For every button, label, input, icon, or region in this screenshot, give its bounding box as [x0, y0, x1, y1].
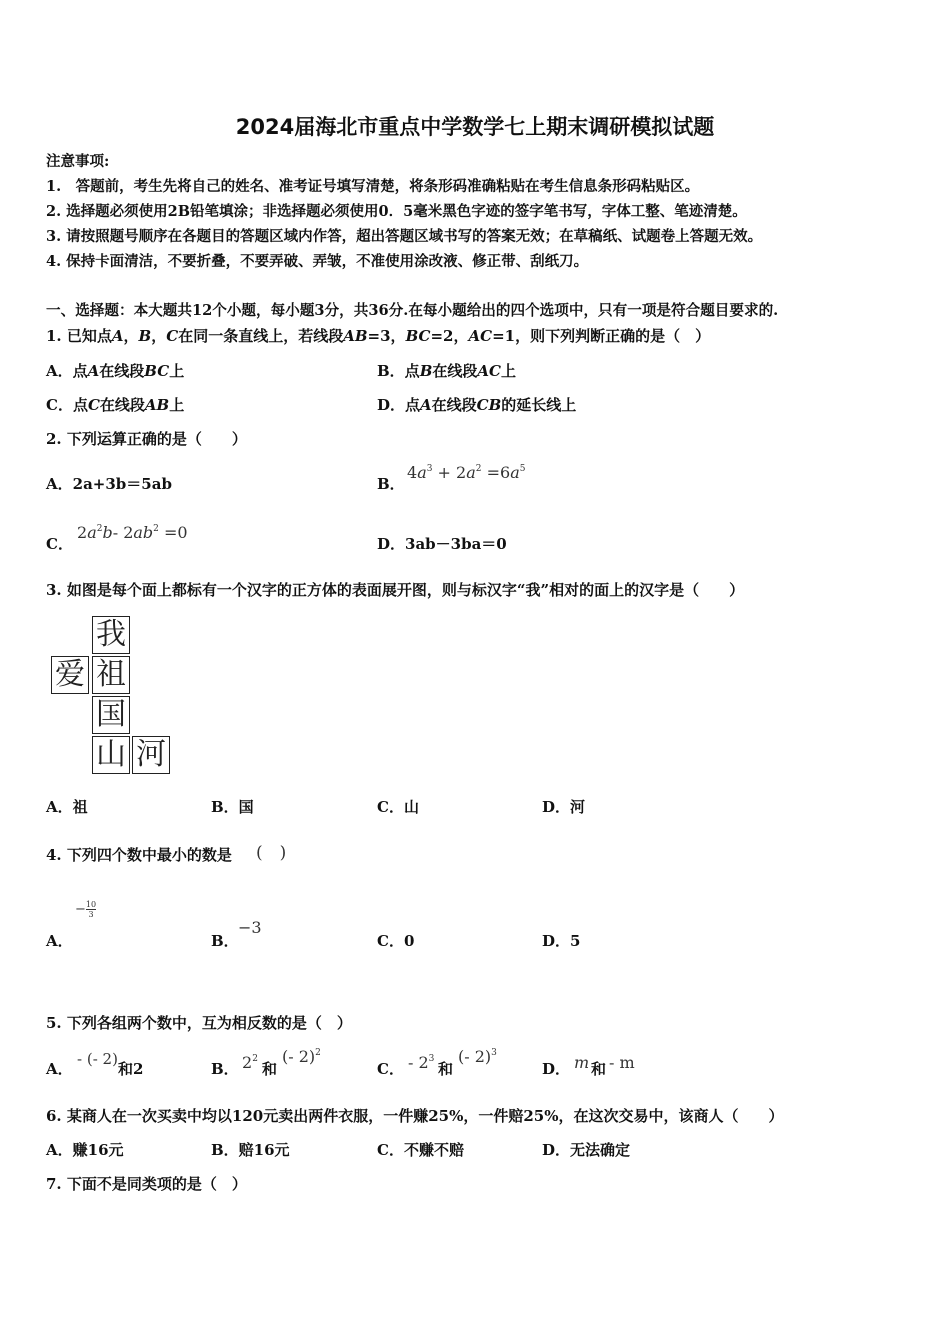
question-4-option-b-expression: −3: [238, 918, 262, 937]
question-2-option-b-expression: $4a^3 + 2a^2 =6a^5$: [407, 463, 526, 482]
question-1-option-b[interactable]: B．点B在线段AC上: [377, 362, 516, 380]
question-5-option-c-label[interactable]: C．: [377, 1060, 404, 1078]
notice-item-1: 1. 答题前，考生先将自己的姓名、准考证号填写清楚，将条形码准确粘贴在考生信息条形码粘贴区。: [46, 178, 700, 195]
question-5-option-d-first: m: [574, 1053, 590, 1072]
question-1-stem: 1. 已知点A，B，C在同一条直线上，若线段AB=3，BC=2，AC=1，则下列判断正确的是（ ）: [46, 327, 711, 345]
question-1-option-d[interactable]: D．点A在线段CB的延长线上: [377, 396, 577, 414]
question-6-option-b[interactable]: B．赔16元: [211, 1141, 290, 1159]
question-5-option-b-second: (- 2)$^2$: [282, 1047, 321, 1066]
net-face-wo: 我: [92, 616, 130, 654]
question-2-option-c-expression: $2a^2b-$ $2ab^2 =0$: [77, 523, 188, 542]
question-4-answer-paren: ( ): [256, 843, 287, 863]
question-4-option-b-label[interactable]: B．: [211, 932, 239, 950]
question-5-option-b-and: 和: [262, 1060, 278, 1078]
question-5-option-a-label[interactable]: A．: [46, 1060, 73, 1078]
question-6-option-a[interactable]: A．赚16元: [46, 1141, 124, 1159]
notice-heading: 注意事项:: [46, 153, 110, 170]
question-2-stem: 2. 下列运算正确的是（ ）: [46, 430, 247, 448]
question-3-option-d[interactable]: D．河: [542, 798, 586, 816]
question-5-option-d-label[interactable]: D．: [542, 1060, 571, 1078]
question-5-option-d-second: - m: [609, 1053, 635, 1072]
question-1-option-c[interactable]: C．点C在线段AB上: [46, 396, 185, 414]
question-6-option-d[interactable]: D．无法确定: [542, 1141, 631, 1159]
question-1-option-a[interactable]: A．点A在线段BC上: [46, 362, 185, 380]
question-5-option-a-tail: 和2: [118, 1060, 144, 1078]
question-4-option-a-label[interactable]: A．: [46, 932, 73, 950]
page-title: 2024届海北市重点中学数学七上期末调研模拟试题: [235, 115, 715, 139]
question-3-stem: 3. 如图是每个面上都标有一个汉字的正方体的表面展开图，则与标汉字“我”相对的面上的汉字是（ ）: [46, 581, 745, 599]
question-7-stem: 7. 下面不是同类项的是（ ）: [46, 1175, 247, 1193]
question-6-stem: 6. 某商人在一次买卖中均以120元卖出两件衣服，一件赚25%，一件赔25%，在这次交易中，该商人（ ）: [46, 1107, 784, 1125]
question-4-option-a-expression: − $\frac{10}{3}$: [75, 900, 97, 919]
question-5-option-c-first: - $2^3$: [408, 1053, 435, 1072]
notice-item-4: 4. 保持卡面清洁，不要折叠，不要弄破、弄皱，不准使用涂改液、修正带、刮纸刀。: [46, 253, 589, 270]
question-5-option-c-second: (- 2)$^3$: [458, 1047, 497, 1066]
question-3-option-c[interactable]: C．山: [377, 798, 419, 816]
net-face-shan: 山: [92, 736, 130, 774]
net-face-ai: 爱: [51, 656, 89, 694]
question-5-option-a-expression: - (- 2): [77, 1050, 118, 1068]
question-2-option-a[interactable]: A．2a+3b＝5ab: [46, 475, 172, 493]
notice-item-2: 2. 选择题必须使用2B铅笔填涂；非选择题必须使用0．5毫米黑色字迹的签字笔书写，字体工整、笔迹清楚。: [46, 203, 747, 220]
question-6-option-c[interactable]: C．不赚不赔: [377, 1141, 464, 1159]
notice-item-3: 3. 请按照题号顺序在各题目的答题区域内作答，超出答题区域书写的答案无效；在草稿纸、试题卷上答题无效。: [46, 228, 763, 245]
net-face-guo: 国: [92, 696, 130, 734]
question-2-option-d[interactable]: D．3ab－3ba＝0: [377, 535, 507, 553]
section-heading: 一、选择题：本大题共12个小题，每小题3分，共36分.在每小题给出的四个选项中，只有一项是符合题目要求的.: [46, 302, 779, 319]
question-2-option-c-label[interactable]: C．: [46, 535, 73, 553]
question-5-stem: 5. 下列各组两个数中，互为相反数的是（ ）: [46, 1014, 352, 1032]
question-4-option-c[interactable]: C．0: [377, 932, 415, 950]
net-face-he: 河: [132, 736, 170, 774]
question-3-option-a[interactable]: A．祖: [46, 798, 88, 816]
question-2-option-b-label[interactable]: B．: [377, 475, 405, 493]
net-face-zu: 祖: [92, 656, 130, 694]
question-5-option-b-label[interactable]: B．: [211, 1060, 239, 1078]
question-4-option-d[interactable]: D．5: [542, 932, 581, 950]
question-5-option-c-and: 和: [438, 1060, 454, 1078]
question-4-stem: 4. 下列四个数中最小的数是: [46, 846, 232, 864]
question-5-option-b-first: $2^2$: [242, 1053, 258, 1072]
question-5-option-d-and: 和: [591, 1060, 607, 1078]
question-3-option-b[interactable]: B．国: [211, 798, 254, 816]
